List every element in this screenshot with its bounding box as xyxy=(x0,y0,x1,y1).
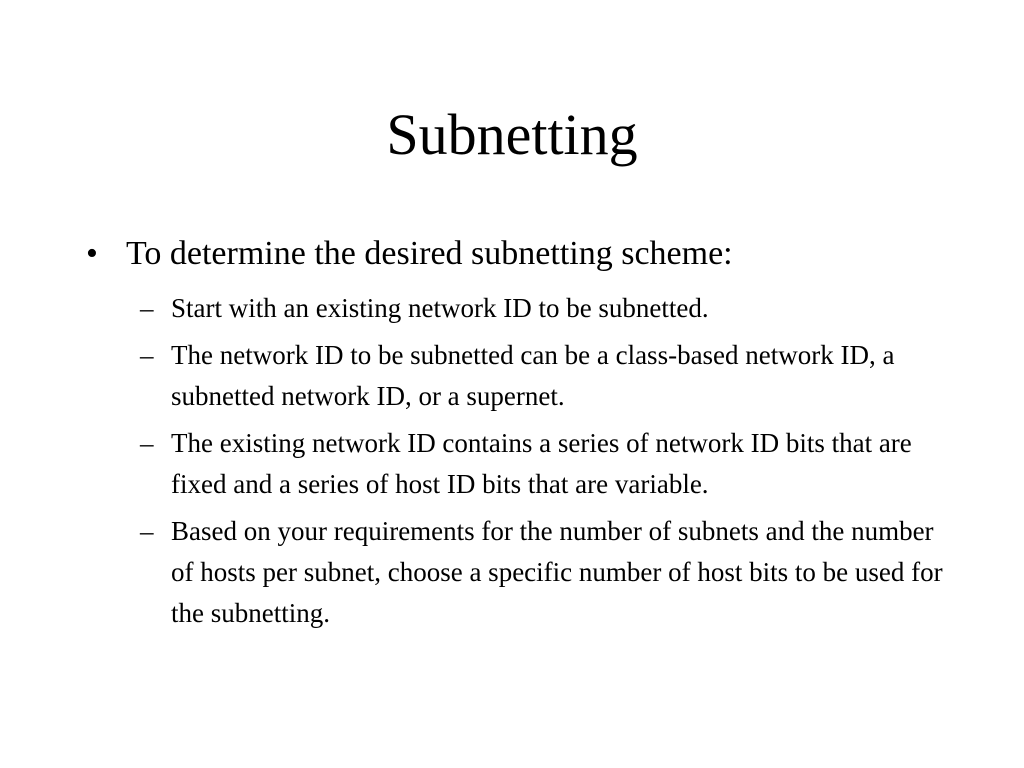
main-bullet-text: To determine the desired subnetting scheme: xyxy=(126,235,733,272)
sub-bullet-text: The network ID to be subnetted can be a class-based network ID, a subnetted network ID, or a supernet. xyxy=(171,340,895,411)
sub-bullet-text: The existing network ID contains a series of network ID bits that are fixed and a series of host ID bits that are variable. xyxy=(171,428,912,499)
dash-marker: – xyxy=(140,293,154,323)
dash-marker: – xyxy=(140,428,154,458)
dash-marker: – xyxy=(140,340,154,370)
sub-bullet-item xyxy=(140,288,960,329)
sub-bullet-item xyxy=(140,335,960,417)
slide-title: Subnetting xyxy=(386,102,638,167)
sub-bullet-text: Based on your requirements for the number of subnets and the number of hosts per subnet, choose a specific number of host bits to be used for the subnetting. xyxy=(171,516,943,628)
sub-bullet-text: Start with an existing network ID to be subnetted. xyxy=(171,293,709,323)
main-bullet xyxy=(86,234,966,274)
sub-bullet-item xyxy=(140,423,960,505)
sub-bullet-item xyxy=(140,511,960,634)
dash-marker: – xyxy=(140,516,154,546)
bullet-marker: • xyxy=(86,235,98,272)
sub-bullet-list xyxy=(140,288,960,640)
